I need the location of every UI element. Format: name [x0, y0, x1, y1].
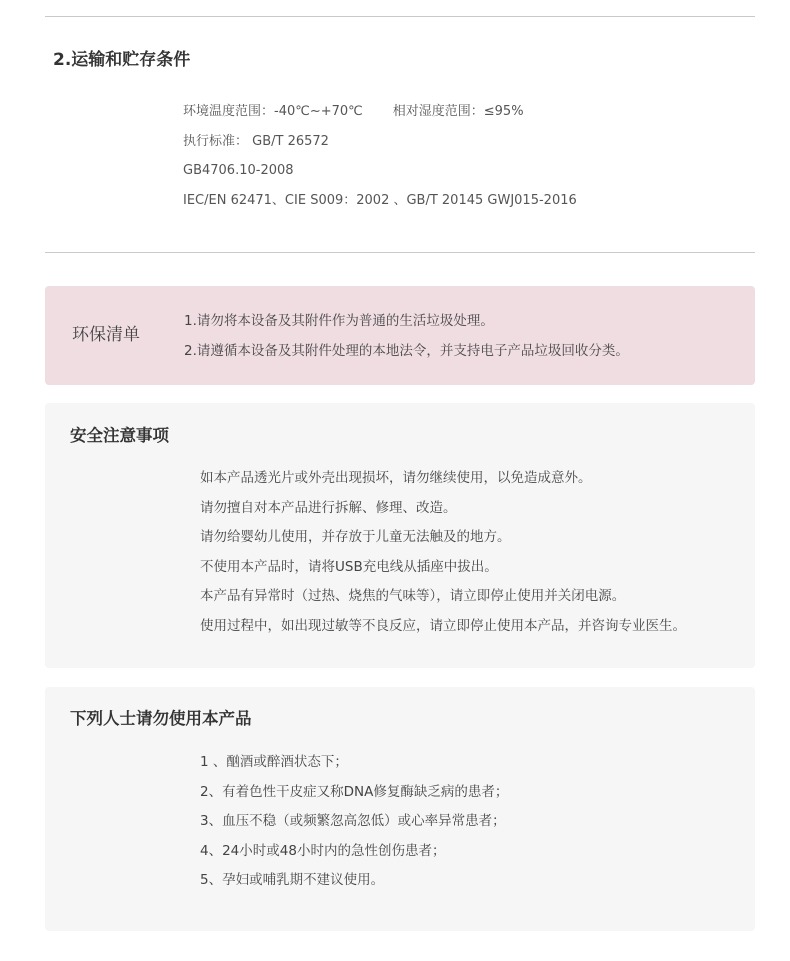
section-divider [45, 252, 755, 253]
safety-notes-title: 安全注意事项 [70, 426, 169, 445]
restricted-user-item: 3、血压不稳（或频繁忽高忽低）或心率异常患者； [200, 813, 506, 829]
restricted-user-item: 4、24小时或48小时内的急性创伤患者； [200, 842, 446, 859]
safety-note-item: 不使用本产品时，请将USB充电线从插座中拔出。 [200, 558, 498, 575]
restricted-users-title: 下列人士请勿使用本产品 [70, 709, 252, 728]
eco-line: 2.请遵循本设备及其附件处理的本地法令，并支持电子产品垃圾回收分类。 [184, 342, 629, 359]
eco-list-lines [184, 307, 629, 366]
eco-list-label: 环保清单 [72, 325, 140, 345]
safety-note-item: 请勿擅自对本产品进行拆解、修理、改造。 [200, 499, 457, 516]
restricted-user-item: 5、孕妇或哺乳期不建议使用。 [200, 872, 385, 888]
eco-line: 1.请勿将本设备及其附件作为普通的生活垃圾处理。 [184, 313, 494, 329]
temperature-range: 环境温度范围：-40℃~+70℃ [183, 104, 363, 119]
safety-note-item: 使用过程中，如出现过敏等不良反应，请立即停止使用本产品，并咨询专业医生。 [200, 617, 686, 634]
gb-standard-code: GB4706.10-2008 [183, 163, 294, 178]
safety-note-item: 请勿给婴幼儿使用，并存放于儿童无法触及的地方。 [200, 529, 511, 545]
transport-section-title: 2.运输和贮存条件 [53, 50, 191, 70]
top-divider [45, 16, 755, 17]
restricted-user-item: 1 、酗酒或醉酒状态下； [200, 754, 348, 770]
eco-list-card [45, 286, 755, 385]
environment-spec-line [183, 97, 577, 127]
safety-note-item: 如本产品透光片或外壳出现损坏，请勿继续使用，以免造成意外。 [200, 470, 592, 486]
safety-notes-list [200, 464, 686, 641]
restricted-users-list [200, 748, 508, 896]
iec-standard-codes: IEC/EN 62471、CIE S009：2002 、GB/T 20145 GWJ015-2016 [183, 192, 577, 208]
humidity-range: 相对湿度范围：≤95% [392, 104, 524, 119]
execution-standard: 执行标准： GB/T 26572 [183, 133, 329, 149]
restricted-user-item: 2、有着色性干皮症又称DNA修复酶缺乏病的患者； [200, 783, 509, 800]
restricted-users-card [45, 687, 755, 931]
safety-note-item: 本产品有异常时（过热、烧焦的气味等），请立即停止使用并关闭电源。 [200, 588, 626, 604]
safety-notes-card [45, 403, 755, 668]
transport-spec-list [183, 97, 577, 215]
